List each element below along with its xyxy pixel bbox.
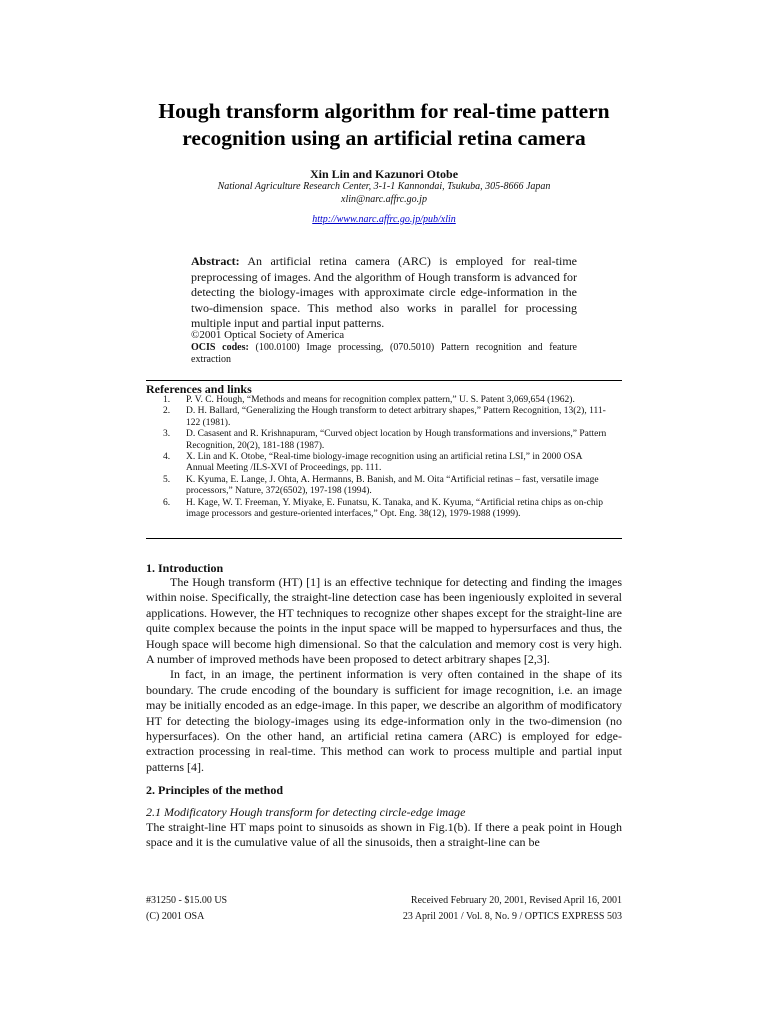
references-heading: References and links — [146, 382, 252, 396]
introduction-paragraph-1: The Hough transform (HT) [1] is an effective technique for detecting and finding the images within noise. Specifically, the straight-line detection case has been ingeniously exploited in several applications. However, the HT techniques to recognize other shapes except for the straight-line are quite complex because the points in the input space will be mapped to hypersurfaces and thus, the Hough space will become high dimensional. So that the calculation and memory cost is very high. A number of improved methods have been proposed to detect arbitrary shapes [2,3]. — [146, 575, 622, 667]
email: xlin@narc.affrc.go.jp — [341, 193, 427, 205]
footer-right — [403, 893, 622, 925]
reference-text: P. V. C. Hough, “Methods and means for recognition complex pattern,” U. S. Patent 3,069,654 (1962). — [186, 395, 575, 405]
footer-left — [146, 893, 227, 925]
reference-number: 5. — [163, 474, 171, 485]
reference-text: X. Lin and K. Otobe, “Real-time biology-image recognition using an artificial retina LSI,” in 2000 OSA Annual Meeting /ILS-XVI of Proceedings, pp. 111. — [186, 452, 583, 474]
section-heading-introduction: 1. Introduction — [146, 561, 224, 575]
authors: Xin Lin and Kazunori Otobe — [309, 167, 459, 181]
reference-number: 1. — [163, 395, 171, 405]
section-heading-principles: 2. Principles of the method — [146, 783, 283, 797]
reference-item — [146, 498, 608, 521]
section-2-1-paragraph: The straight-line HT maps point to sinusoids as shown in Fig.1(b). If there a peak point in Hough space and it is the cumulative value of all the sinusoids, then a straight-line can be — [146, 820, 622, 850]
introduction-paragraph-2: In fact, in an image, the pertinent information is very often contained in the shape of its boundary. The crude encoding of the boundary is sufficient for image recognition, i.e. an image may be initially encoded as an edge-image. In this paper, we describe an algorithm of modificatory HT for detecting the biology-images using its edge-information only in the two-dimension (no hypersurfaces). On the other hand, an artificial retina camera (ARC) is employed for edge-extraction processing in real-time. This method can work to process multiple and partial input patterns [4]. — [146, 667, 622, 774]
footer-price: #31250 - $15.00 US — [146, 895, 228, 906]
reference-item — [146, 475, 608, 498]
abstract-label: Abstract: — [191, 254, 240, 268]
paper-page — [146, 0, 622, 1024]
reference-number: 4. — [163, 452, 171, 463]
footer-copyright: (C) 2001 OSA — [146, 911, 205, 922]
reference-number: 6. — [163, 497, 171, 508]
title-line-2: recognition using an artificial retina camera — [182, 126, 586, 150]
section-2-1-body — [146, 820, 622, 851]
reference-number: 2. — [163, 406, 171, 417]
introduction-body — [146, 575, 622, 775]
reference-text: K. Kyuma, E. Lange, J. Ohta, A. Hermanns, B. Banish, and M. Oita “Artificial retinas – fast, versatile image processors,” Nature, 372(6502), 197-198 (1994). — [186, 474, 599, 497]
reference-text: H. Kage, W. T. Freeman, Y. Miyake, E. Funatsu, K. Tanaka, and K. Kyuma, “Artificial retina chips as on-chip image processors and gesture-oriented interfaces,” Opt. Eng. 38(12), 1979-1988 (1999). — [186, 497, 603, 520]
subsection-heading-2-1: 2.1 Modificatory Hough transform for detecting circle-edge image — [146, 805, 466, 819]
abstract — [191, 254, 577, 332]
reference-text: D. Casasent and R. Krishnapuram, “Curved object location by Hough transformations and inversions,” Pattern Recognition, 20(2), 181-188 (1987). — [186, 429, 607, 451]
reference-number: 3. — [163, 429, 171, 440]
reference-item — [146, 395, 608, 406]
ocis-label: OCIS codes: — [191, 342, 249, 353]
url-line — [146, 214, 622, 225]
abstract-text: An artificial retina camera (ARC) is employed for real-time preprocessing of images. And the algorithm of Hough transform is advanced for detecting the biology-images with approximate circle edge-information in the two-dimension space. This method also works in parallel for processing multiple input and partial input patterns. — [191, 254, 578, 330]
author-url-link[interactable]: http://www.narc.affrc.go.jp/pub/xlin — [312, 214, 456, 225]
references-top-divider — [146, 380, 622, 381]
footer-received: Received February 20, 2001, Revised April 16, 2001 — [410, 895, 622, 906]
reference-text: D. H. Ballard, “Generalizing the Hough transform to detect arbitrary shapes,” Pattern Recognition, 13(2), 111-122 (1981). — [186, 406, 606, 428]
ocis-text: (100.0100) Image processing, (070.5010) Pattern recognition and feature extraction — [191, 342, 577, 365]
affiliation: National Agriculture Research Center, 3-1-1 Kannondai, Tsukuba, 305-8666 Japan — [217, 181, 551, 192]
reference-item — [146, 429, 608, 452]
footer-journal: 23 April 2001 / Vol. 8, No. 9 / OPTICS EXPRESS 503 — [402, 911, 622, 922]
affiliation-block — [146, 181, 622, 206]
paper-title — [136, 98, 632, 152]
title-line-1: Hough transform algorithm for real-time pattern — [158, 99, 610, 123]
references-bottom-divider — [146, 538, 622, 539]
reference-item — [146, 452, 608, 475]
references-list — [146, 395, 608, 520]
ocis-codes — [191, 342, 577, 365]
copyright: ©2001 Optical Society of America — [191, 329, 345, 341]
reference-item — [146, 406, 608, 429]
